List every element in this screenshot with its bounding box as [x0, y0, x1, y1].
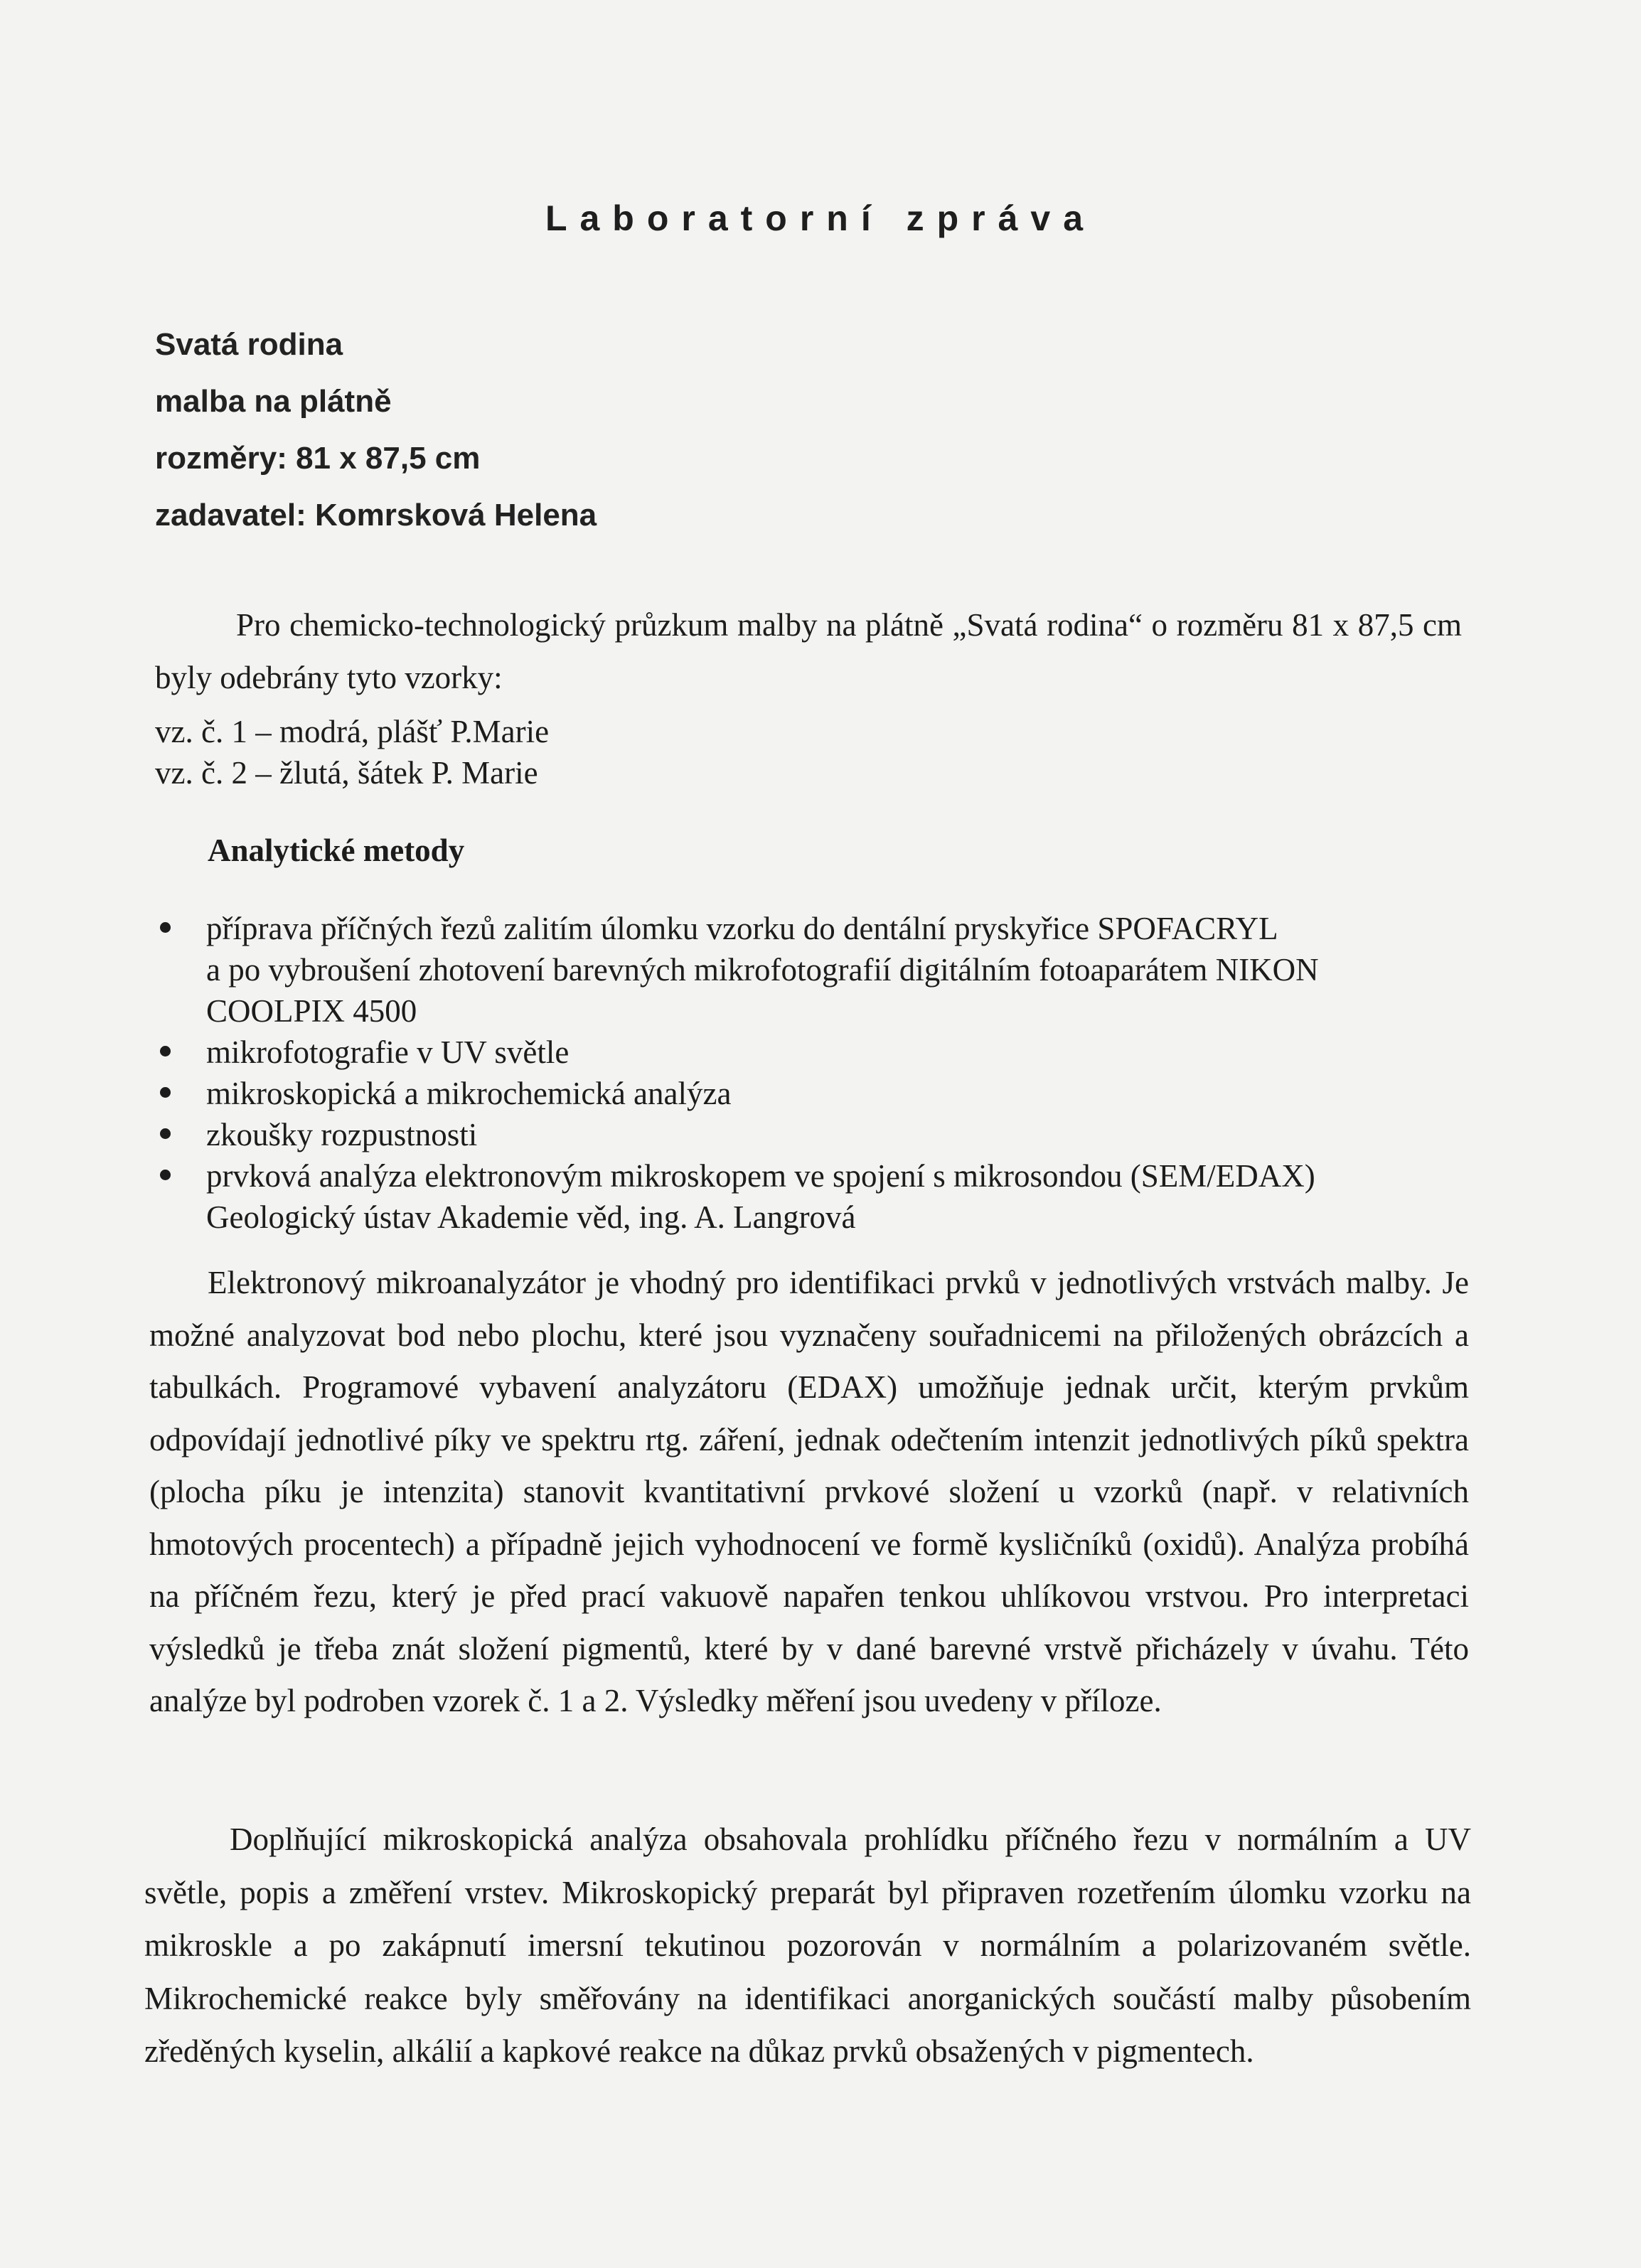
- method-item: [155, 1073, 1463, 1114]
- artwork-dimensions: rozměry: 81 x 87,5 cm: [155, 441, 481, 476]
- analysis-paragraph: Elektronový mikroanalyzátor je vhodný pro identifikaci prvků v jednotlivých vrstvách malby. Je možné analyzovat bod nebo plochu, které jsou vyznačeny souřadnicemi na přiložených obrázcích a tabulkách. Programové vybavení analyzátoru (EDAX) umožňuje jednak určit, kterým prvkům odpovídají jednotlivé píky ve spektru rtg. záření, jednak odečtením intenzit jednotlivých píků spektra (plocha píku je intenzita) stanovit kvantitativní prvkové složení u vzorků (např. v relativních hmotových procentech) a případně jejich vyhodnocení ve formě kysličníků (oxidů). Analýza probíhá na příčném řezu, který je před prací vakuově napařen tenkou uhlíkovou vrstvou. Pro interpretaci výsledků je třeba znát složení pigmentů, které by v dané barevné vrstvě přicházely v úvahu. Této analýze byl podroben vzorek č. 1 a 2. Výsledky měření jsou uvedeny v příloze.: [149, 1265, 1469, 1718]
- method-line: Geologický ústav Akademie věd, ing. A. Langrová: [206, 1199, 856, 1235]
- artwork-info: [155, 323, 597, 551]
- methods-list: [155, 908, 1463, 1238]
- document-title: Laboratorní zpráva: [545, 198, 1096, 238]
- methods-heading: Analytické metody: [208, 833, 465, 868]
- method-line: prvková analýza elektronovým mikroskopem ve spojení s mikrosondou (SEM/EDAX): [206, 1158, 1315, 1194]
- artwork-medium: malba na plátně: [155, 384, 392, 419]
- method-line: COOLPIX 4500: [206, 993, 417, 1029]
- bullet-icon: [160, 1170, 171, 1180]
- method-line: příprava příčných řezů zalitím úlomku vzorku do dentální pryskyřice SPOFACRYL: [206, 911, 1278, 946]
- method-line: mikroskopická a mikrochemická analýza: [206, 1076, 732, 1111]
- method-item: [155, 1032, 1463, 1073]
- bullet-icon: [160, 1087, 171, 1098]
- method-item: [155, 1114, 1463, 1155]
- method-line: a po vybroušení zhotovení barevných mikrofotografií digitálním fotoaparátem NIKON: [206, 952, 1319, 988]
- bullet-icon: [160, 922, 171, 933]
- intro-paragraph: Pro chemicko-technologický průzkum malby na plátně „Svatá rodina“ o rozměru 81 x 87,5 cm byly odebrány tyto vzorky:: [155, 607, 1462, 695]
- bullet-icon: [160, 1046, 171, 1057]
- artwork-client: zadavatel: Komrsková Helena: [155, 498, 597, 533]
- sample-item: vz. č. 1 – modrá, plášť P.Marie: [155, 714, 550, 749]
- microscopy-paragraph: Doplňující mikroskopická analýza obsahovala prohlídku příčného řezu v normálním a UV světle, popis a změření vrstev. Mikroskopický preparát byl připraven rozetřením úlomku vzorku na mikroskle a po zakápnutí imersní tekutinou pozorován v normálním a polarizovaném světle. Mikrochemické reakce byly směřovány na identifikaci anorganických součástí malby působením zředěných kyselin, alkálií a kapkové reakce na důkaz prvků obsažených v pigmentech.: [144, 1822, 1471, 2069]
- sample-item: vz. č. 2 – žlutá, šátek P. Marie: [155, 755, 538, 791]
- artwork-name: Svatá rodina: [155, 327, 343, 362]
- method-line: zkoušky rozpustnosti: [206, 1117, 478, 1152]
- samples-list: [155, 711, 549, 793]
- bullet-icon: [160, 1128, 171, 1139]
- method-item: [155, 1155, 1463, 1238]
- method-line: mikrofotografie v UV světle: [206, 1034, 570, 1070]
- method-item: [155, 908, 1463, 1032]
